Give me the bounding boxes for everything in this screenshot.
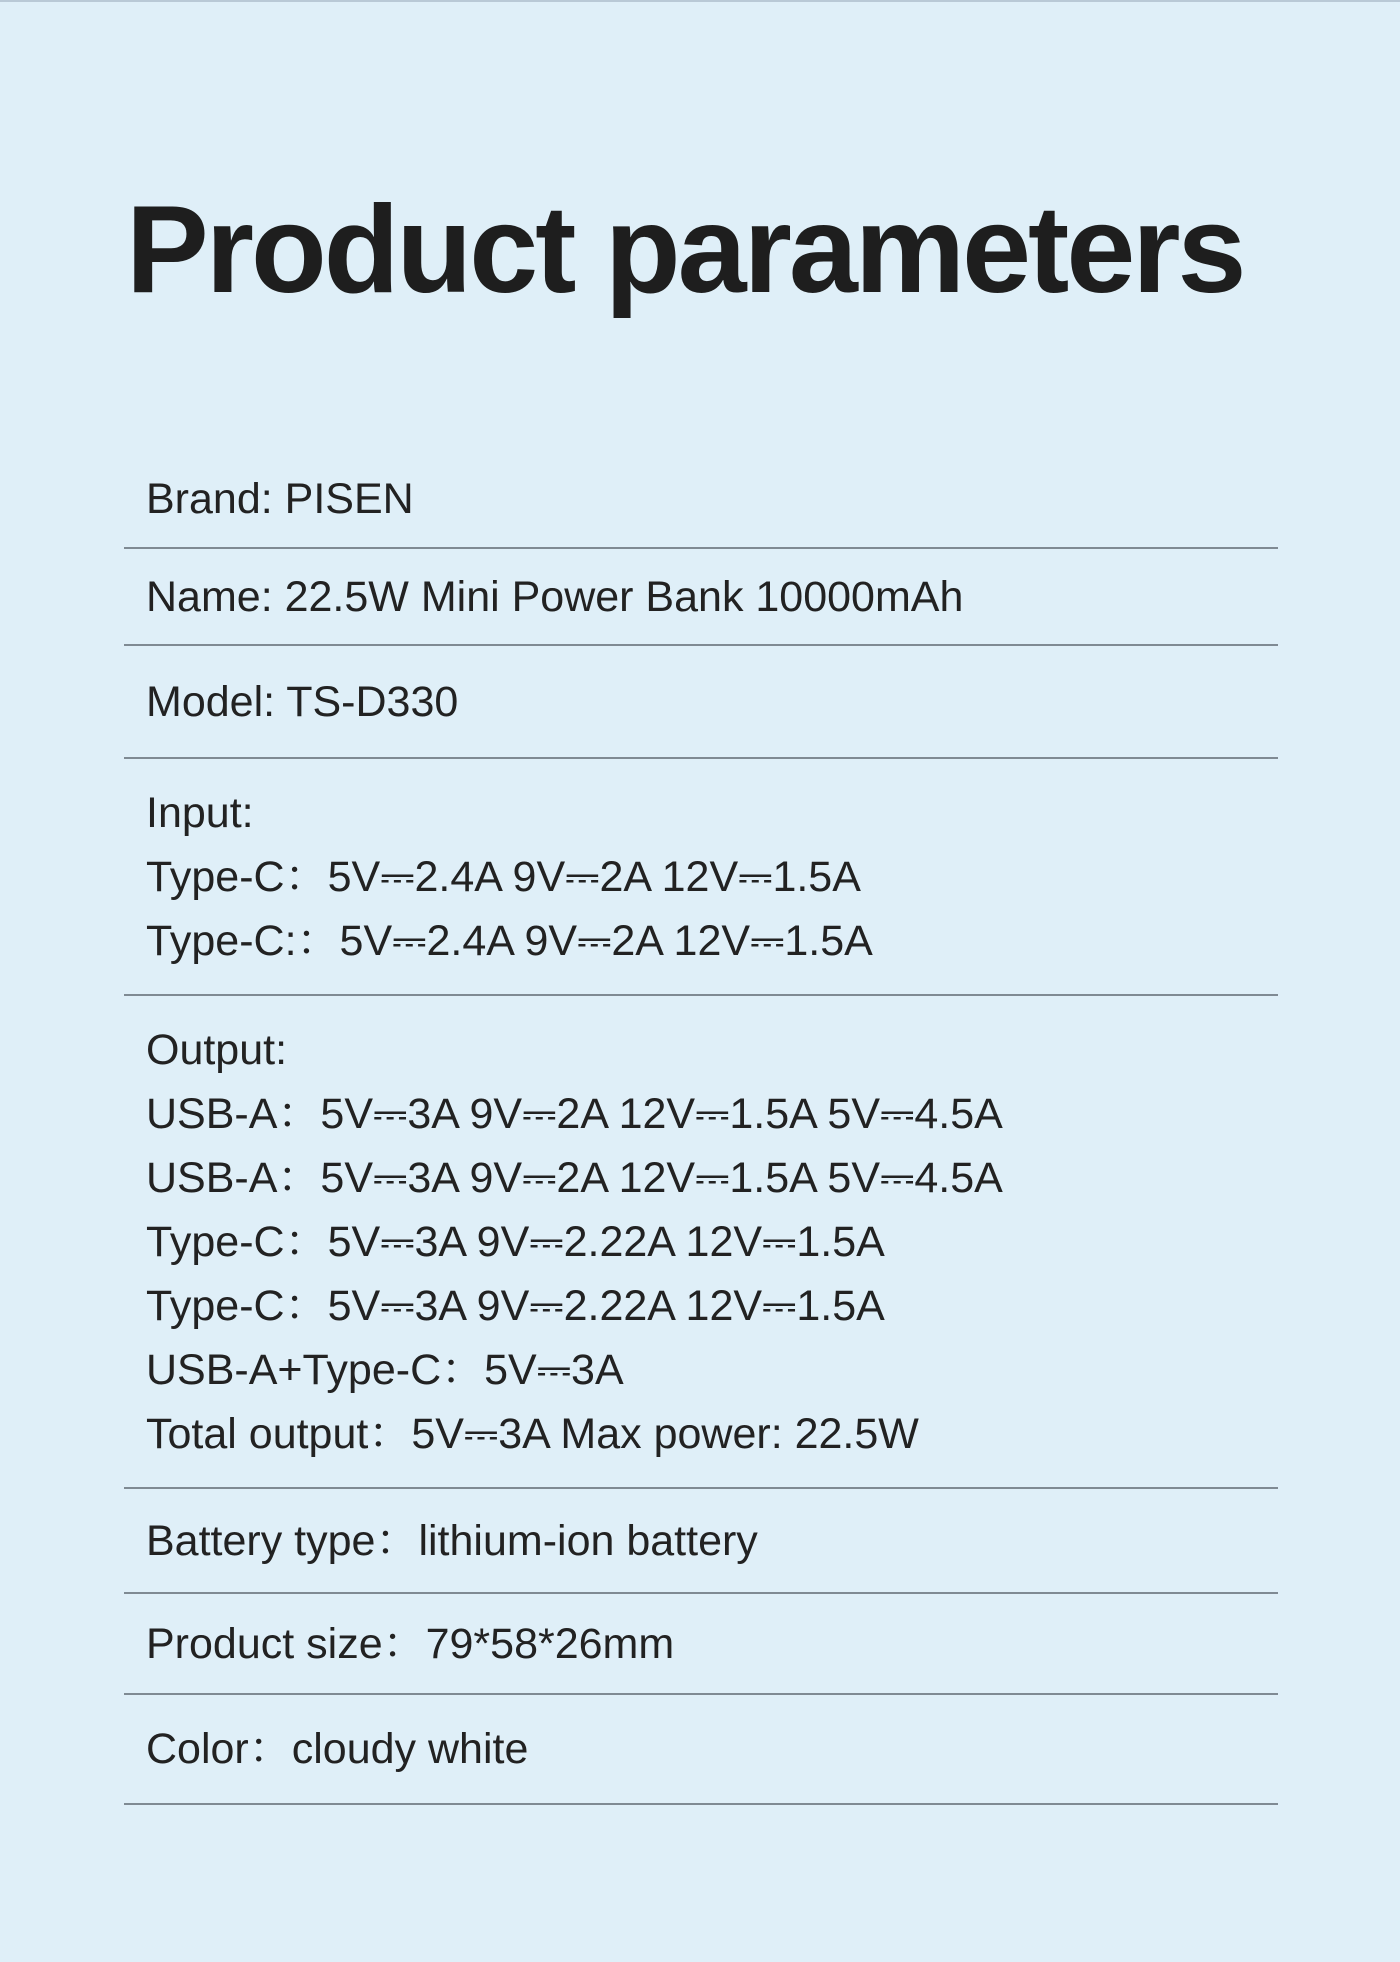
param-output-usb-a-1: USB-A：5V⎓3A 9V⎓2A 12V⎓1.5A 5V⎓4.5A — [146, 1089, 1003, 1138]
param-input-type-c-2: Type-C:：5V⎓2.4A 9V⎓2A 12V⎓1.5A — [146, 916, 873, 965]
param-battery-type: Battery type：lithium-ion battery — [146, 1516, 758, 1565]
param-product-size: Product size：79*58*26mm — [146, 1619, 675, 1668]
param-input-heading: Input: — [146, 788, 254, 837]
param-output-type-c-2: Type-C：5V⎓3A 9V⎓2.22A 12V⎓1.5A — [146, 1281, 885, 1330]
param-row-name — [124, 549, 1278, 646]
param-input-type-c-1: Type-C：5V⎓2.4A 9V⎓2A 12V⎓1.5A — [146, 852, 861, 901]
param-output-usb-a-type-c: USB-A+Type-C：5V⎓3A — [146, 1345, 624, 1394]
param-output-usb-a-2: USB-A：5V⎓3A 9V⎓2A 12V⎓1.5A 5V⎓4.5A — [146, 1153, 1003, 1202]
param-output-type-c-1: Type-C：5V⎓3A 9V⎓2.22A 12V⎓1.5A — [146, 1217, 885, 1266]
param-row-color — [124, 1695, 1278, 1805]
param-row-model — [124, 646, 1278, 759]
param-row-size — [124, 1594, 1278, 1695]
param-output-heading: Output: — [146, 1025, 288, 1074]
param-row-output — [124, 996, 1278, 1489]
param-name: Name: 22.5W Mini Power Bank 10000mAh — [146, 572, 964, 621]
param-brand: Brand: PISEN — [146, 474, 414, 523]
param-model: Model: TS-D330 — [146, 677, 459, 726]
page-title: Product parameters — [126, 181, 1244, 319]
param-row-input — [124, 759, 1278, 996]
param-row-battery — [124, 1489, 1278, 1594]
param-output-total: Total output：5V⎓3A Max power: 22.5W — [146, 1409, 919, 1458]
param-color: Color：cloudy white — [146, 1725, 529, 1773]
parameter-table — [124, 450, 1278, 1805]
param-row-brand — [124, 450, 1278, 549]
